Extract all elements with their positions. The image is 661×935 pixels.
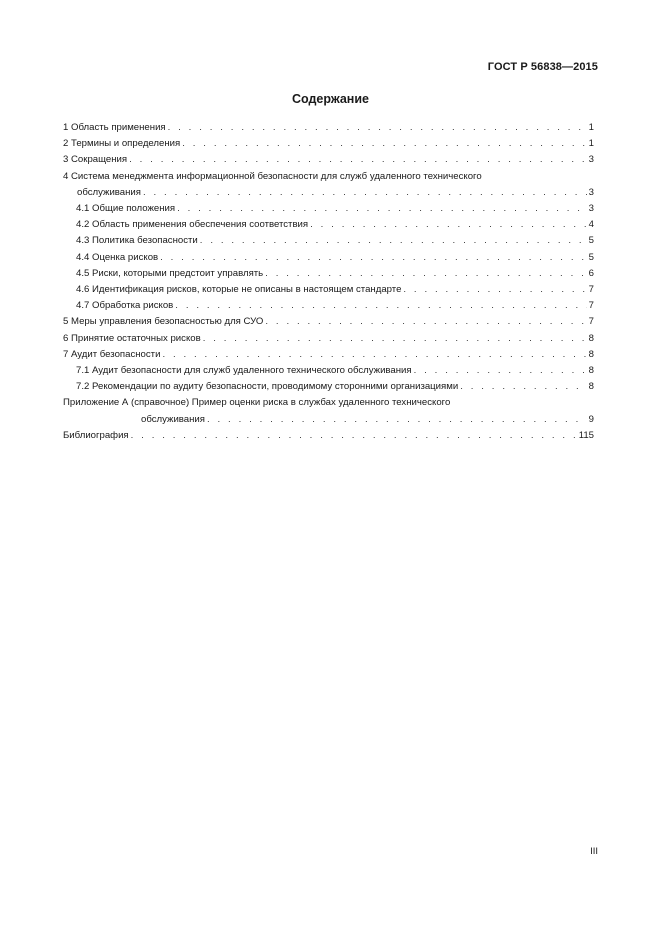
table-of-contents	[63, 120, 594, 444]
dot-leader	[265, 266, 586, 282]
toc-entry-label: 4.7 Обработка рисков	[76, 300, 174, 312]
toc-entry-label: 3 Сокращения	[63, 154, 128, 166]
dot-leader	[175, 298, 586, 314]
toc-entry-page: 6	[588, 267, 594, 279]
dot-leader	[460, 379, 586, 395]
toc-entry-label-line1: 4 Система менеджмента информационной безопасности для служб удаленного технического	[63, 170, 482, 182]
toc-entry-7[interactable]	[63, 347, 594, 363]
toc-entry-label: 6 Принятие остаточных рисков	[63, 332, 201, 344]
toc-entry-label: 4.6 Идентификация рисков, которые не описаны в настоящем стандарте	[76, 284, 402, 296]
toc-entry-label: 4.1 Общие положения	[76, 203, 176, 215]
dot-leader	[131, 428, 577, 444]
toc-entry-label: 7 Аудит безопасности	[63, 348, 161, 360]
toc-entry-page: 4	[588, 219, 594, 231]
toc-entry-page: 3	[588, 154, 594, 166]
toc-entry-label-line2: обслуживания	[141, 413, 205, 425]
dot-leader	[203, 331, 587, 347]
toc-entry-label: 7.1 Аудит безопасности для служб удаленного технического обслуживания	[76, 365, 412, 377]
toc-entry-page: 8	[588, 381, 594, 393]
toc-entry-label: 4.4 Оценка рисков	[76, 251, 159, 263]
toc-entry-6[interactable]	[63, 331, 594, 347]
toc-entry-page: 7	[588, 300, 594, 312]
toc-entry-page: 3	[588, 203, 594, 215]
toc-entry-label-line2: обслуживания	[77, 186, 141, 198]
toc-entry-page: 1	[588, 122, 594, 133]
toc-entry-page: 5	[588, 251, 594, 263]
toc-entry-2[interactable]	[63, 136, 594, 152]
toc-entry-page: 5	[588, 235, 594, 247]
dot-leader	[182, 136, 586, 152]
toc-entry-page: 8	[588, 365, 594, 377]
toc-entry-4[interactable]	[63, 169, 594, 201]
toc-entry-3[interactable]	[63, 152, 594, 168]
toc-entry-5[interactable]	[63, 314, 594, 330]
dot-leader	[414, 363, 587, 379]
dot-leader	[162, 347, 586, 363]
dot-leader	[160, 250, 587, 266]
toc-entry-label: 4.5 Риски, которыми предстоит управлять	[76, 267, 264, 279]
document-id: ГОСТ Р 56838—2015	[487, 61, 598, 73]
toc-entry-label: 1 Область применения	[63, 122, 166, 133]
toc-entry-page: 8	[588, 332, 594, 344]
toc-entry-page: 7	[588, 316, 594, 328]
dot-leader	[129, 152, 587, 168]
toc-entry-7-2[interactable]	[63, 379, 594, 395]
toc-entry-4-6[interactable]	[63, 282, 594, 298]
dot-leader	[310, 217, 587, 233]
toc-title: Содержание	[291, 92, 369, 106]
toc-entry-page: 7	[588, 284, 594, 296]
page-number: III	[590, 846, 598, 857]
toc-entry-page: 8	[588, 348, 594, 360]
toc-entry-label: Библиография	[63, 429, 129, 441]
toc-entry-4-5[interactable]	[63, 266, 594, 282]
toc-entry-7-1[interactable]	[63, 363, 594, 379]
toc-entry-4-4[interactable]	[63, 250, 594, 266]
dot-leader	[143, 185, 587, 201]
toc-entry-page: 1	[588, 138, 594, 150]
toc-entry-label-line1: Приложение А (справочное) Пример оценки риска в службах удаленного технического	[63, 397, 451, 409]
toc-entry-label: 4.3 Политика безопасности	[76, 235, 198, 247]
toc-entry-4-3[interactable]	[63, 233, 594, 249]
toc-entry-4-1[interactable]	[63, 201, 594, 217]
toc-entry-1[interactable]	[63, 120, 594, 136]
toc-entry-label: 4.2 Область применения обеспечения соответствия	[76, 219, 309, 231]
dot-leader	[177, 201, 587, 217]
toc-entry-label: 7.2 Рекомендации по аудиту безопасности, проводимому сторонними организациями	[76, 381, 459, 393]
toc-entry-label: 5 Меры управления безопасностью для СУО	[63, 316, 264, 328]
toc-entry-appendix-a[interactable]	[63, 395, 594, 427]
dot-leader	[168, 120, 587, 136]
toc-entry-page: 115	[578, 429, 594, 441]
dot-leader	[403, 282, 586, 298]
toc-entry-4-2[interactable]	[63, 217, 594, 233]
dot-leader	[200, 233, 587, 249]
toc-entry-page: 3	[588, 186, 594, 198]
dot-leader	[207, 412, 587, 428]
dot-leader	[265, 314, 586, 330]
toc-entry-label: 2 Термины и определения	[63, 138, 181, 150]
toc-entry-page: 9	[588, 413, 594, 425]
toc-entry-4-7[interactable]	[63, 298, 594, 314]
toc-entry-bibliography[interactable]	[63, 428, 594, 444]
